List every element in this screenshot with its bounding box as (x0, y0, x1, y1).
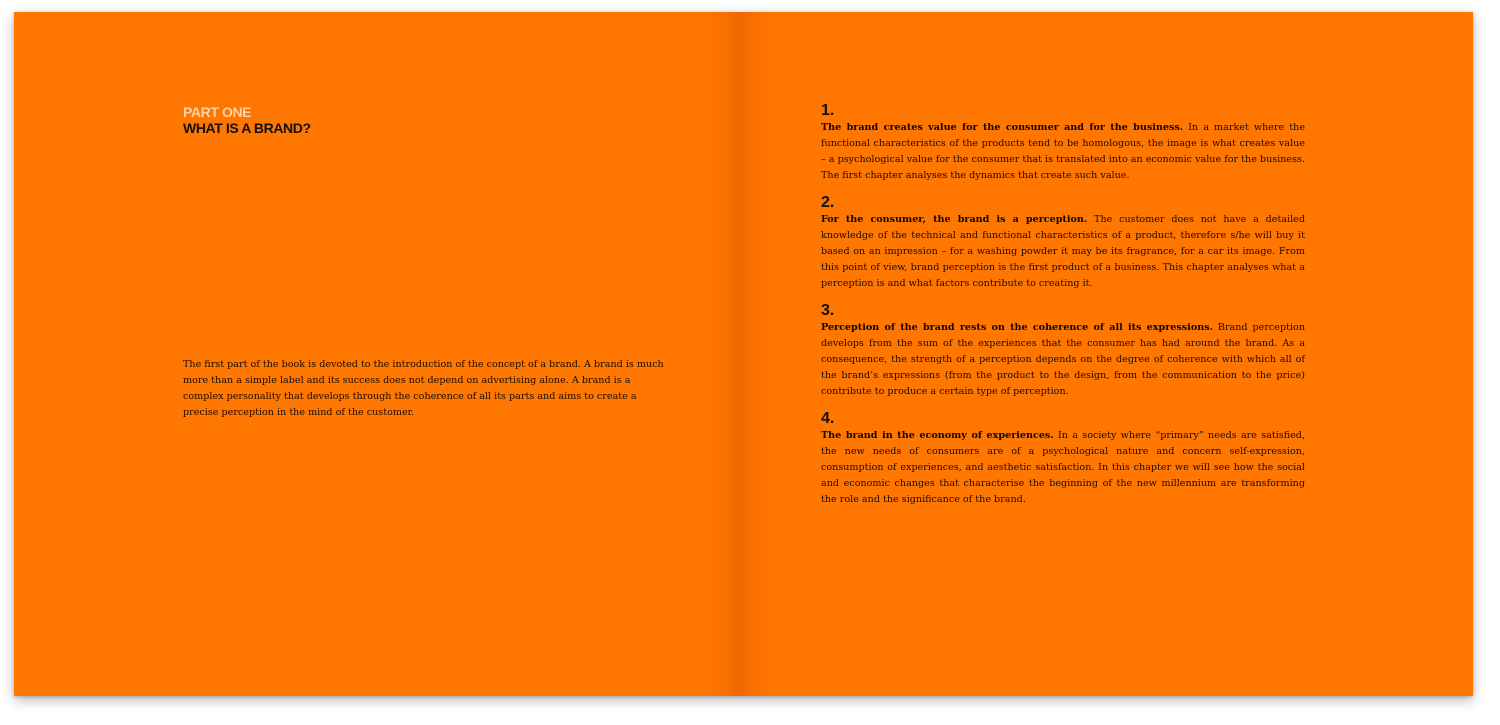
section-lead: The brand in the economy of experiences. (821, 430, 1054, 441)
section-3 (821, 302, 1305, 400)
section-lead: Perception of the brand rests on the coherence of all its expressions. (821, 322, 1213, 333)
section-paragraph (821, 120, 1305, 184)
book-gutter (704, 12, 774, 696)
section-paragraph (821, 428, 1305, 508)
section-lead: For the consumer, the brand is a perception. (821, 214, 1088, 225)
section-paragraph (821, 320, 1305, 400)
section-1 (821, 102, 1305, 184)
section-number: 3. (821, 302, 835, 319)
section-body: In a society where “primary” needs are satisfied, the new needs of consumers are of a psychological nature and concern self-expression, consumption of experiences, and aesthetic satisfaction. In this chapter we will see how the social and economic changes that characterise the beginning of the new millennium are transforming the role and the significance of the brand. (821, 430, 1306, 505)
section-2 (821, 194, 1305, 292)
section-number: 2. (821, 194, 835, 211)
part-title: WHAT IS A BRAND? (183, 120, 311, 136)
section-4 (821, 410, 1305, 508)
book-spread (14, 12, 1473, 696)
section-number: 1. (821, 102, 835, 119)
section-body: Brand perception develops from the sum of the experiences that the consumer has had around the brand. As a consequence, the strength of a perception depends on the degree of coherence with which all of the brand’s expressions (from the product to the design, from the communication to the price) contribute to produce a certain type of perception. (821, 322, 1305, 397)
section-paragraph (821, 212, 1305, 292)
section-body: The customer does not have a detailed knowledge of the technical and functional characteristics of a product, therefore s/he will buy it based on an impression – for a washing powder it may be its fragrance, for a car its image. From this point of view, brand perception is the first product of a business. This chapter analyses what a perception is and what factors contribute to creating it. (821, 214, 1306, 289)
section-lead: The brand creates value for the consumer and for the business. (821, 122, 1184, 133)
intro-paragraph: The first part of the book is devoted to the introduction of the concept of a brand. A brand is much more than a simple label and its success does not depend on advertising alone. A brand is a complex personality that develops through the coherence of all its parts and aims to create a precise perception in the mind of the customer. (183, 359, 664, 418)
section-number: 4. (821, 410, 835, 427)
part-label: PART ONE (183, 104, 252, 120)
right-page-sections (821, 102, 1305, 518)
section-body: In a market where the functional characteristics of the products tend to be homologous, the image is what creates value – a psychological value for the consumer that is translated into an economic value for the business. The first chapter analyses the dynamics that create such value. (821, 122, 1305, 181)
